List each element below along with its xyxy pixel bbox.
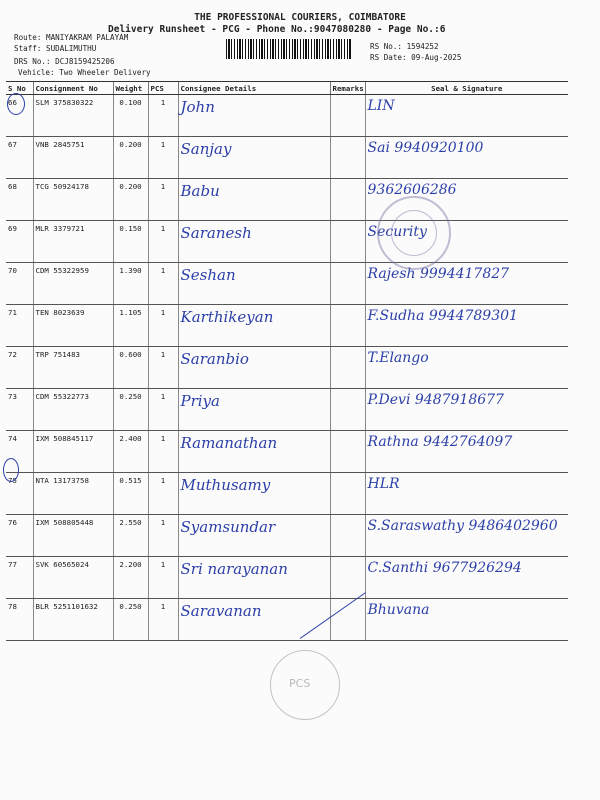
cell-weight: 0.100 [113, 95, 148, 137]
col-header-sno: S No [6, 82, 33, 95]
circle-annotation-66 [7, 93, 25, 115]
cell-consignment: BLR 5251101632 [33, 599, 113, 641]
table-row [6, 599, 568, 641]
cell-pcs: 1 [148, 515, 178, 557]
cell-consignment: TRP 751483 [33, 347, 113, 389]
circle-annotation-75 [3, 458, 19, 482]
cell-pcs: 1 [148, 347, 178, 389]
cell-sno: 66 [6, 95, 33, 137]
cell-remarks [330, 179, 365, 221]
cell-weight: 0.250 [113, 599, 148, 641]
cell-consignee: Sanjay [178, 137, 330, 179]
cell-consignee: Syamsundar [178, 515, 330, 557]
barcode [226, 39, 352, 59]
cell-consignee: Muthusamy [178, 473, 330, 515]
cell-weight: 0.200 [113, 179, 148, 221]
runsheet-subtitle: Delivery Runsheet - PCG - Phone No.:9047080280 - Page No.:6 [108, 24, 446, 35]
cell-consignee: Priya [178, 389, 330, 431]
cell-consignment: VNB 2845751 [33, 137, 113, 179]
cell-consignment: IXM 508805448 [33, 515, 113, 557]
cell-signature: P.Devi 9487918677 [365, 389, 568, 431]
cell-weight: 1.390 [113, 263, 148, 305]
vehicle-label: Vehicle: Two Wheeler Delivery [18, 68, 151, 77]
cell-weight: 2.200 [113, 557, 148, 599]
cell-consignee: Saravanan [178, 599, 330, 641]
cell-remarks [330, 305, 365, 347]
cell-sno: 75 [6, 473, 33, 515]
table-row [6, 431, 568, 473]
cell-weight: 0.200 [113, 137, 148, 179]
cell-weight: 0.250 [113, 389, 148, 431]
cell-signature: T.Elango [365, 347, 568, 389]
rs-number: RS No.: 1594252 [370, 42, 439, 51]
cell-signature: 9362606286 [365, 179, 568, 221]
cell-consignee: Karthikeyan [178, 305, 330, 347]
cell-consignee: John [178, 95, 330, 137]
cell-signature: C.Santhi 9677926294 [365, 557, 568, 599]
cell-consignment: TCG 50924178 [33, 179, 113, 221]
cell-consignee: Saranesh [178, 221, 330, 263]
cell-sno: 67 [6, 137, 33, 179]
table-row [6, 137, 568, 179]
cell-pcs: 1 [148, 179, 178, 221]
cell-signature: Rajesh 9994417827 [365, 263, 568, 305]
cell-remarks [330, 137, 365, 179]
cell-consignee: Seshan [178, 263, 330, 305]
table-row [6, 515, 568, 557]
cell-pcs: 1 [148, 389, 178, 431]
cell-consignment: SVK 60565024 [33, 557, 113, 599]
cell-sno: 69 [6, 221, 33, 263]
col-header-consignment: Consignment No [33, 82, 113, 95]
col-header-remarks: Remarks [330, 82, 365, 95]
cell-consignment: MLR 3379721 [33, 221, 113, 263]
table-row [6, 347, 568, 389]
table-row [6, 557, 568, 599]
cell-remarks [330, 263, 365, 305]
cell-sno: 74 [6, 431, 33, 473]
cell-sno: 76 [6, 515, 33, 557]
company-seal-stamp [377, 196, 451, 270]
cell-sno: 77 [6, 557, 33, 599]
cell-sno: 71 [6, 305, 33, 347]
cell-pcs: 1 [148, 221, 178, 263]
rs-date: RS Date: 09-Aug-2025 [370, 53, 462, 62]
cell-consignment: IXM 508845117 [33, 431, 113, 473]
cell-pcs: 1 [148, 557, 178, 599]
cell-pcs: 1 [148, 473, 178, 515]
cell-weight: 2.400 [113, 431, 148, 473]
cell-pcs: 1 [148, 305, 178, 347]
cell-consignment: CDM 55322959 [33, 263, 113, 305]
table-row [6, 95, 568, 137]
cell-remarks [330, 389, 365, 431]
cell-pcs: 1 [148, 431, 178, 473]
cell-weight: 0.600 [113, 347, 148, 389]
cell-sno: 70 [6, 263, 33, 305]
cell-sno: 73 [6, 389, 33, 431]
col-header-consignee: Consignee Details [178, 82, 330, 95]
cell-signature: Rathna 9442764097 [365, 431, 568, 473]
table-row [6, 179, 568, 221]
cell-remarks [330, 473, 365, 515]
cell-remarks [330, 431, 365, 473]
cell-signature: HLR [365, 473, 568, 515]
cell-consignment: CDM 55322773 [33, 389, 113, 431]
cell-pcs: 1 [148, 599, 178, 641]
cell-consignee: Sri narayanan [178, 557, 330, 599]
cell-pcs: 1 [148, 263, 178, 305]
cell-consignment: TEN 8023639 [33, 305, 113, 347]
cell-weight: 1.105 [113, 305, 148, 347]
runsheet-table [6, 81, 568, 641]
cell-signature: F.Sudha 9944789301 [365, 305, 568, 347]
route-label: Route: MANIYAKRAM PALAYAM [14, 33, 129, 42]
cell-pcs: 1 [148, 95, 178, 137]
table-header-row [6, 82, 568, 95]
col-header-weight: Weight [113, 82, 148, 95]
company-title: THE PROFESSIONAL COURIERS, COIMBATORE [194, 12, 406, 23]
cell-consignee: Ramanathan [178, 431, 330, 473]
cell-sno: 78 [6, 599, 33, 641]
drs-number: DRS No.: DCJ8159425206 [14, 57, 115, 66]
cell-consignment: SLM 375830322 [33, 95, 113, 137]
cell-remarks [330, 515, 365, 557]
cell-remarks [330, 347, 365, 389]
cell-remarks [330, 95, 365, 137]
cell-weight: 0.150 [113, 221, 148, 263]
cell-consignee: Saranbio [178, 347, 330, 389]
col-header-signature: Seal & Signature [365, 82, 568, 95]
cell-consignment: NTA 13173758 [33, 473, 113, 515]
table-row [6, 263, 568, 305]
table-row [6, 305, 568, 347]
col-header-pcs: PCS [148, 82, 178, 95]
cell-weight: 2.550 [113, 515, 148, 557]
cell-weight: 0.515 [113, 473, 148, 515]
cell-signature: LIN [365, 95, 568, 137]
cell-sno: 72 [6, 347, 33, 389]
cell-signature: Security [365, 221, 568, 263]
cell-consignee: Babu [178, 179, 330, 221]
cell-signature: S.Saraswathy 9486402960 [365, 515, 568, 557]
pcs-round-stamp [270, 650, 340, 720]
pcs-stamp-text: PCS [289, 677, 311, 690]
cell-signature: Sai 9940920100 [365, 137, 568, 179]
cell-sno: 68 [6, 179, 33, 221]
cell-remarks [330, 557, 365, 599]
table-row [6, 473, 568, 515]
table-row [6, 389, 568, 431]
cell-remarks [330, 221, 365, 263]
table-row [6, 221, 568, 263]
cell-pcs: 1 [148, 137, 178, 179]
staff-label: Staff: SUDALIMUTHU [14, 44, 97, 53]
cell-signature: Bhuvana [365, 599, 568, 641]
